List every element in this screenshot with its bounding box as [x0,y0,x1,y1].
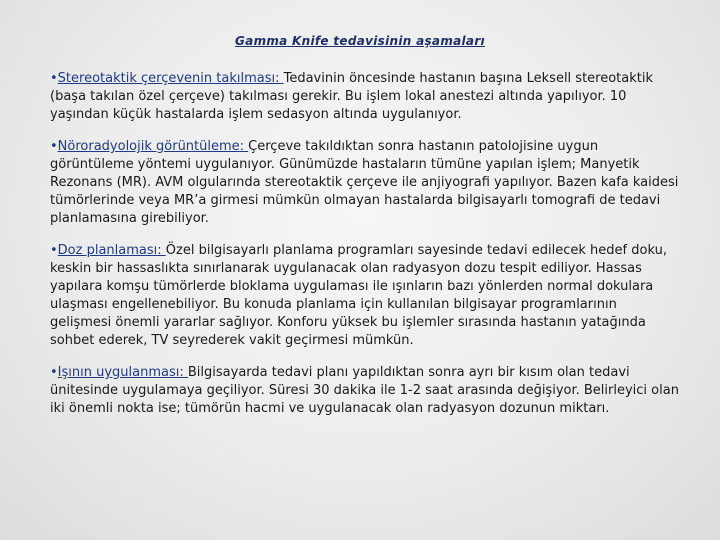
bullet-marker: • [50,365,58,380]
paragraph-text: Özel bilgisayarlı planlama programları sayesinde tedavi edilecek hedef doku, keskin bir hassaslıkta sınırlanarak uygulanacak olan radyasyon dozu tespit ediliyor. Hassas yapılara komşu tümörlerde bloklama uygulaması ile ışınların bazı yönlerden normal dokulara ulaşması engellenebiliyor. Bu konuda planlama için kullanılan bilgisayar programlarının gelişmesi önemli yararlar sağlıyor. Konforu yüksek bu işlemler sırasında hastanın yatağında sohbet ederek, TV seyrederek vakit geçirmesi mümkün. [50,243,667,348]
paragraph-dose-planning [50,242,680,350]
paragraph-text: Çerçeve takıldıktan sonra hastanın patolojisine uygun görüntüleme yöntemi uygulanıyor. Günümüzde hastaların tümüne yapılan işlem; Manyetik Rezonans (MR). AVM olgularında stereotaktik çerçeve ile anjiyografi yapılıyor. Bazen kafa kaidesi tümörlerinde veya MR’a girmesi mümkün olmayan hastalarda bilgisayarlı tomografi de tedavi planlamasına girebiliyor. [50,139,679,226]
paragraph-heading: Stereotaktik çerçevenin takılması: [57,71,284,86]
bullet-marker: • [50,139,58,154]
bullet-marker: • [50,243,58,258]
bullet-marker: • [50,71,58,86]
paragraph-heading: Işının uygulanması: [57,365,188,380]
paragraph-stereotactic-frame [50,70,680,124]
paragraph-heading: Nöroradyolojik görüntüleme: [57,139,249,154]
paragraph-neuroradiological-imaging [50,138,680,228]
slide-title: Gamma Knife tedavisinin aşamaları [235,34,485,48]
paragraph-heading: Doz planlaması: [57,243,166,258]
paragraph-text: Tedavinin öncesinde hastanın başına Leksell stereotaktik (başa takılan özel çerçeve) takılması gerekir. Bu işlem lokal anestezi altında yapılıyor. 10 yaşından küçük hastalarda işlem sedasyon altında uygulanıyor. [50,71,654,122]
paragraph-radiation-delivery [50,364,680,418]
paragraph-text: Bilgisayarda tedavi planı yapıldıktan sonra ayrı bir kısım olan tedavi ünitesinde uygulamaya geçiliyor. Süresi 30 dakika ile 1-2 saat arasında değişiyor. Belirleyici olan iki önemli nokta ise; tümörün hacmi ve uygulanacak olan radyasyon dozunun miktarı. [50,365,679,416]
content-body [50,70,680,432]
